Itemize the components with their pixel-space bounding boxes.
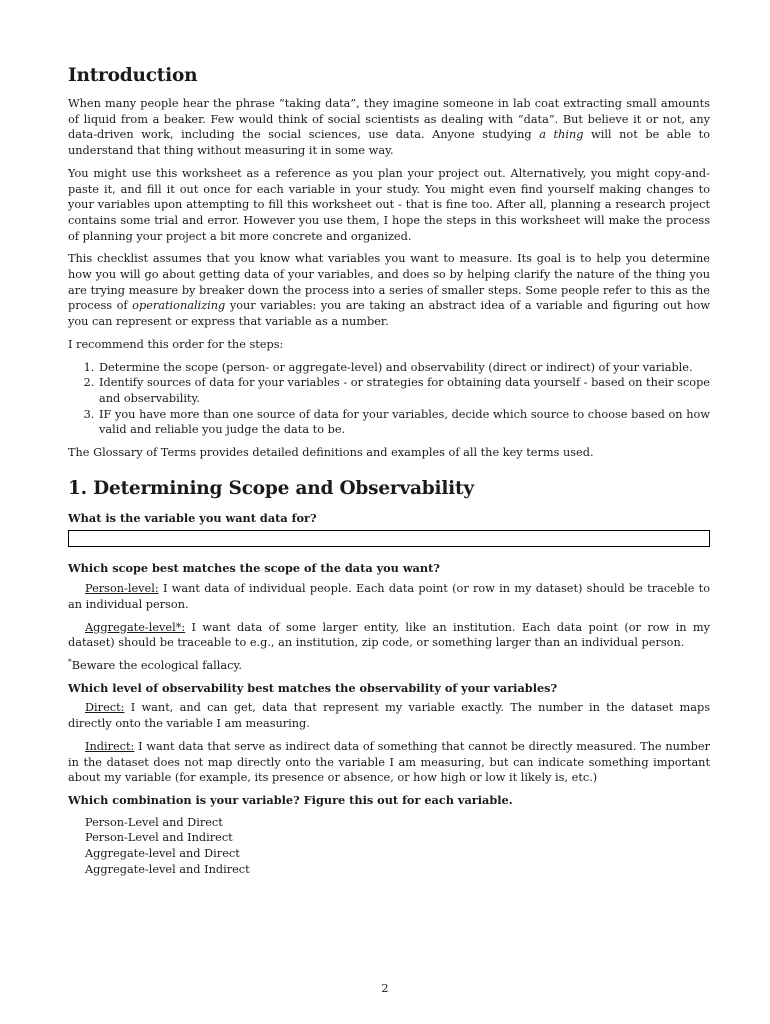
- aggregate-level-text: I want data of some larger entity, like an institution. Each data point (or row in my dataset) should be traceable to e.g., an institution, zip code, or something larger than an individual person.: [68, 620, 710, 650]
- aggregate-level-term: Aggregate-level*:: [85, 620, 186, 634]
- intro-p3-text-b: your variables: you are taking an abstract idea of a variable and figuring out how you can represent or express that variable as a number.: [68, 299, 710, 329]
- intro-paragraph-1: [68, 96, 710, 159]
- direct-option: [68, 700, 710, 731]
- footnote-mark: *: [68, 657, 72, 667]
- step-item: 3. IF you have more than one source of data for your variables, decide which source to choose based on how valid and reliable you judge the data to be.: [98, 407, 710, 438]
- section-1-heading: 1. Determining Scope and Observability: [68, 477, 474, 499]
- footnote: [68, 658, 710, 674]
- page-number: 2: [381, 982, 389, 995]
- indirect-term: Indirect:: [85, 739, 135, 753]
- step-item: 2. Identify sources of data for your variables - or strategies for obtaining data yourself - based on their scope and observability.: [98, 375, 710, 406]
- intro-paragraph-4: I recommend this order for the steps:: [68, 337, 284, 351]
- intro-paragraph-5: The Glossary of Terms provides detailed definitions and examples of all the key terms used.: [68, 446, 594, 460]
- step-item: 1. Determine the scope (person- or aggregate-level) and observability (direct or indirect) of your variable.: [98, 360, 710, 376]
- indirect-option: [68, 739, 710, 786]
- steps-list: [68, 360, 710, 439]
- combination-list: [68, 815, 710, 878]
- person-level-text: I want data of individual people. Each data point (or row in my dataset) should be traceble to an individual person.: [68, 582, 710, 611]
- intro-p1-emphasis: a thing: [539, 128, 584, 142]
- direct-term: Direct:: [85, 701, 125, 715]
- question-observability: Which level of observability best matches the observability of your variables?: [68, 680, 558, 695]
- intro-p1-text-a: When many people hear the phrase “taking data”, they imagine someone in lab coat extracting small amounts of liquid from a beaker. Few would think of social scientists as dealing with “data”. But believe it or not, any data-driven work, including the social sciences, use data. Anyone studying: [68, 97, 710, 142]
- variable-answer-field[interactable]: [68, 530, 710, 547]
- document-page: [68, 64, 710, 877]
- question-scope: Which scope best matches the scope of the data you want?: [68, 561, 440, 576]
- question-variable: What is the variable you want data for?: [68, 510, 317, 525]
- aggregate-level-option: [68, 620, 710, 651]
- footnote-text: Beware the ecological fallacy.: [71, 658, 242, 672]
- combination-option: Aggregate-level and Indirect: [85, 862, 250, 876]
- person-level-term: Person-level:: [85, 582, 159, 596]
- intro-heading: Introduction: [68, 65, 198, 86]
- indirect-text: I want data that serve as indirect data of something that cannot be directly measured. The number in the dataset does not map directly onto the variable I am measuring, but can indicate something important about my variable (for example, its presence or absence, or how high or low it likely is, etc.): [68, 739, 710, 785]
- intro-paragraph-3: [68, 251, 710, 330]
- intro-p1-text-b: will not be able to understand that thing without measuring it in some way.: [68, 128, 710, 158]
- person-level-option: [68, 581, 710, 612]
- combination-option: Person-Level and Direct: [85, 815, 223, 829]
- question-combination: Which combination is your variable? Figure this out for each variable.: [68, 792, 513, 807]
- intro-p3-emphasis: operationalizing: [132, 299, 226, 313]
- intro-paragraph-2: You might use this worksheet as a reference as you plan your project out. Alternatively, you might copy-and-paste it, and fill it out once for each variable in your study. You might even find yourself making changes to your variables upon attempting to fill this worksheet out - that is fine too. After all, planning a research project contains some trial and error. However you use them, I hope the steps in this worksheet will make the process of planning your project a bit more concrete and organized.: [68, 166, 710, 243]
- combination-option: Aggregate-level and Direct: [85, 847, 240, 861]
- direct-text: I want, and can get, data that represent my variable exactly. The number in the dataset maps directly onto the variable I am measuring.: [68, 701, 710, 731]
- combination-option: Person-Level and Indirect: [85, 831, 233, 845]
- intro-p3-text-a: This checklist assumes that you know what variables you want to measure. Its goal is to help you determine how you will go about getting data of your variables, and does so by helping clarify the nature of the thing you are trying measure by breaker down the process into a series of smaller steps. Some people refer to this as the process of: [68, 252, 710, 313]
